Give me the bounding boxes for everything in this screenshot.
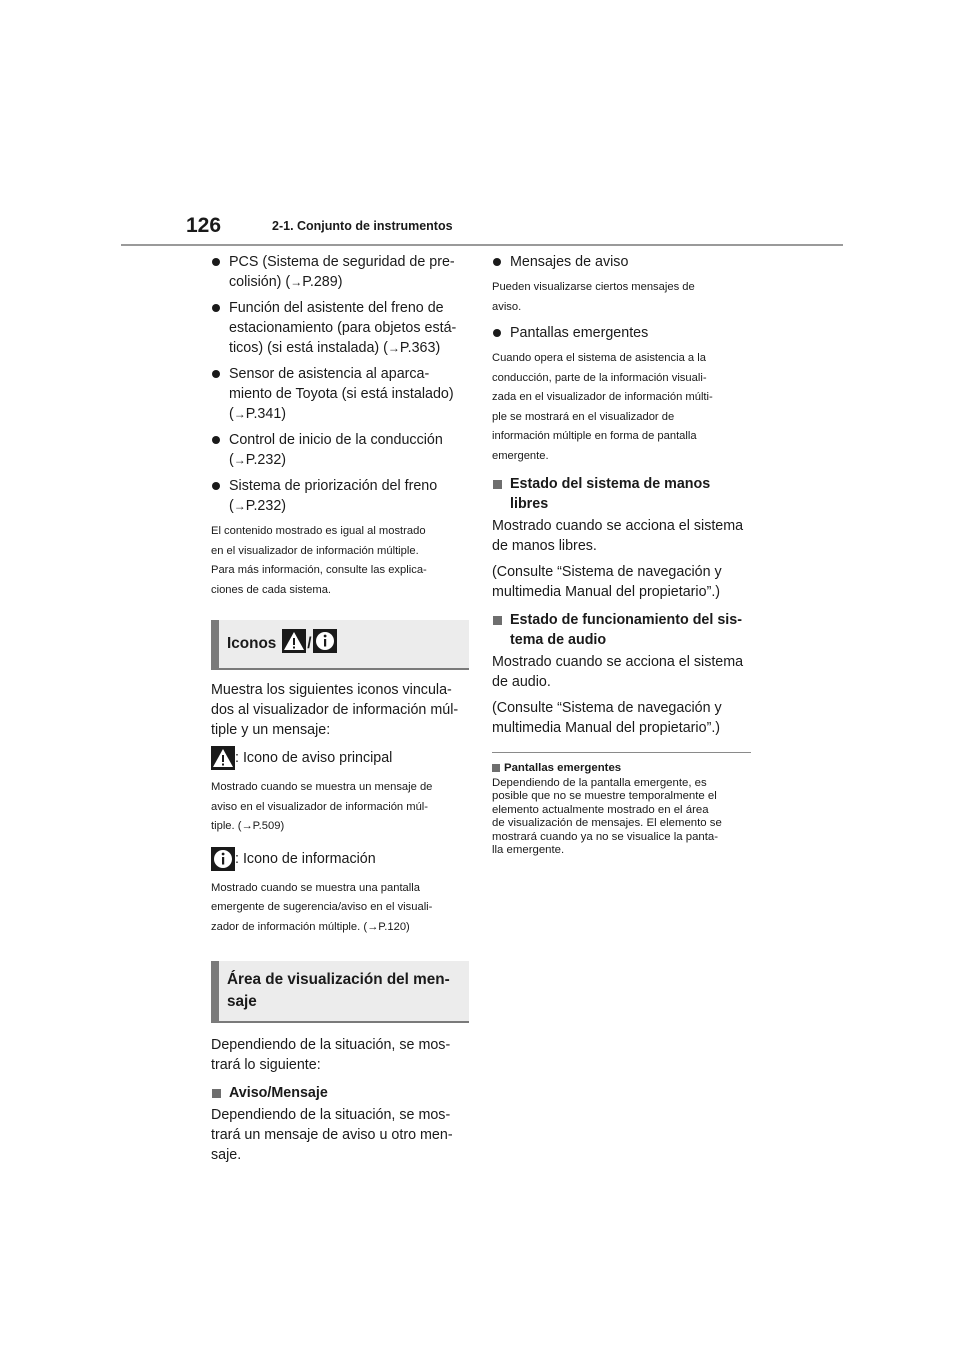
icons-intro: Muestra los siguientes iconos vincula- dos al visualizador de información múl- tiple y un mensaje: — [211, 682, 459, 738]
page-header — [0, 0, 960, 250]
square-bullet-icon — [212, 1089, 221, 1098]
info-icon-label: : Icono de información — [235, 850, 376, 867]
bullet-dot — [212, 258, 220, 266]
warning-triangle-icon — [211, 746, 235, 770]
hands-free-text: Mostrado cuando se acciona el sistema de manos libres. — [492, 518, 744, 554]
left-column — [211, 252, 469, 1171]
icon-separator: / — [307, 635, 312, 652]
subheading-hands-free-status: Estado del sistema de manos libres — [492, 474, 751, 514]
section-title: Iconos — [227, 635, 277, 652]
square-bullet-icon — [493, 616, 502, 625]
arrow-icon: → — [290, 275, 303, 289]
warning-icon-label: : Icono de aviso principal — [235, 750, 393, 766]
arrow-icon: → — [233, 453, 246, 467]
info-icon — [313, 629, 337, 660]
audio-reference: (Consulte “Sistema de navegación y multimedia Manual del propietario”.) — [492, 700, 722, 736]
content-note: El contenido mostrado es igual al mostrado en el visualizador de información múltiple. Para más información, consulte las explica- ciones de cada sistema. — [211, 525, 427, 596]
page-reference[interactable]: P.120) — [378, 920, 410, 933]
arrow-icon: → — [233, 499, 246, 513]
bullet-dot — [493, 258, 501, 266]
info-icon-description: Mostrado cuando se muestra una pantalla emergente de sugerencia/aviso en el visuali- zador de información múltiple. (→P.120) — [211, 881, 433, 933]
page-reference[interactable]: P.232) — [245, 498, 287, 514]
hands-free-reference: (Consulte “Sistema de navegación y multimedia Manual del propietario”.) — [492, 564, 722, 600]
page-reference[interactable]: P.232) — [245, 452, 287, 468]
bullet-dot — [212, 370, 220, 378]
info-icon — [211, 847, 235, 871]
bullet-drive-start-control: Control de inicio de la conducción (→P.232) — [211, 430, 469, 470]
bullet-warning-messages: Mensajes de aviso — [492, 252, 751, 272]
bullet-brake-override: Sistema de priorización del freno (→P.232) — [211, 476, 469, 516]
bullet-parking-sensor: Sensor de asistencia al aparca- miento de Toyota (si está instalado) (→P.341) — [211, 364, 469, 424]
warning-icon-row — [211, 746, 469, 770]
page-reference[interactable]: P.289) — [302, 274, 343, 290]
page-number: 126 — [186, 214, 222, 237]
info-icon-row — [211, 847, 469, 871]
bullet-pcs: PCS (Sistema de seguridad de pre- colisión) (→P.289) — [211, 252, 469, 292]
bullet-popup-screens: Pantallas emergentes — [492, 323, 751, 343]
right-column — [492, 252, 751, 857]
subheading-warning-message: Aviso/Mensaje — [211, 1083, 469, 1103]
arrow-icon: → — [241, 820, 253, 832]
arrow-icon: → — [367, 920, 379, 933]
chapter-title: 2-1. Conjunto de instrumentos — [272, 219, 453, 233]
bullet-dot — [212, 436, 220, 444]
note-text: Dependiendo de la pantalla emergente, es posible que no se muestre temporalmente el elemento actualmente mostrado en el área de visualización de mensajes. El elemento se mostrará cuando ya no se visualice la panta- lla emergente. — [492, 777, 722, 857]
section-heading-icons — [211, 620, 469, 670]
message-area-intro: Dependiendo de la situación, se mos- trará lo siguiente: — [211, 1037, 451, 1073]
square-bullet-icon — [493, 480, 502, 489]
bullet-dot — [212, 482, 220, 490]
bullet-dot — [493, 329, 501, 337]
warning-icon-description: Mostrado cuando se muestra un mensaje de aviso en el visualizador de información múl- tiple. (→P.509) — [211, 781, 433, 832]
page-reference[interactable]: P.509) — [252, 820, 285, 832]
section-heading-message-area: Área de visualización del men- saje — [211, 961, 469, 1023]
popup-screens-text: Cuando opera el sistema de asistencia a la conducción, parte de la información visuali- zada en el visualizador de información múlti- ple se mostrará en el visualizador de información múltiple en forma de pantalla emergente. — [492, 352, 713, 462]
arrow-icon: → — [233, 407, 246, 421]
bullet-dot — [212, 304, 220, 312]
note-divider — [492, 752, 751, 753]
warning-message-text: Dependiendo de la situación, se mos- trará un mensaje de aviso u otro men- saje. — [211, 1107, 453, 1163]
warning-messages-text: Pueden visualizarse ciertos mensajes de aviso. — [492, 281, 695, 313]
header-divider — [121, 244, 843, 246]
note-heading: Pantallas emergentes — [492, 761, 751, 775]
arrow-icon: → — [387, 341, 400, 355]
square-bullet-icon — [492, 764, 500, 772]
page-reference[interactable]: P.341) — [245, 406, 287, 422]
page-reference[interactable]: P.363) — [399, 340, 441, 356]
warning-triangle-icon — [282, 629, 306, 660]
audio-text: Mostrado cuando se acciona el sistema de audio. — [492, 654, 744, 690]
subheading-audio-status: Estado de funcionamiento del sis- tema de audio — [492, 610, 751, 650]
bullet-parking-brake-assist: Función del asistente del freno de estacionamiento (para objetos está- ticos) (si está instalada) (→P.363) — [211, 298, 469, 358]
